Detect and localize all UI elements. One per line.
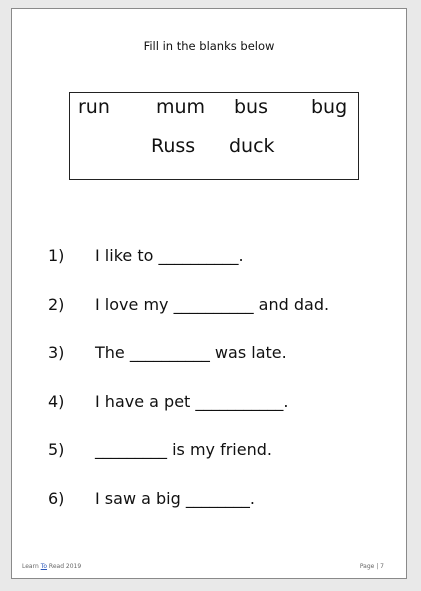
- word-bank-item: duck: [229, 135, 275, 157]
- page-number: Page | 7: [359, 563, 384, 570]
- question-number: 5): [48, 440, 65, 459]
- question-number: 6): [48, 489, 65, 508]
- question-text: I love my __________ and dad.: [95, 295, 330, 314]
- question-text: I saw a big ________.: [95, 489, 255, 508]
- word-bank-item: bug: [311, 96, 348, 118]
- word-bank-item: Russ: [151, 135, 196, 157]
- question-number: 4): [48, 392, 65, 411]
- question-text: I have a pet ___________.: [95, 392, 289, 411]
- footer-copyright: [22, 563, 81, 570]
- word-bank-item: run: [78, 96, 110, 118]
- footer-prefix: Learn: [22, 563, 41, 570]
- footer-suffix: Read 2019: [47, 563, 82, 570]
- question-text: _________ is my friend.: [95, 440, 272, 459]
- word-bank-box: [69, 92, 359, 180]
- page-title: Fill in the blanks below: [143, 39, 275, 53]
- worksheet-page: [11, 8, 407, 579]
- question-text: The __________ was late.: [95, 343, 287, 362]
- word-bank-item: bus: [234, 96, 269, 118]
- word-bank-item: mum: [156, 96, 206, 118]
- question-text: I like to __________.: [95, 246, 244, 265]
- question-number: 1): [48, 246, 65, 265]
- question-number: 3): [48, 343, 65, 362]
- question-number: 2): [48, 295, 65, 314]
- footer-link: To: [40, 563, 48, 570]
